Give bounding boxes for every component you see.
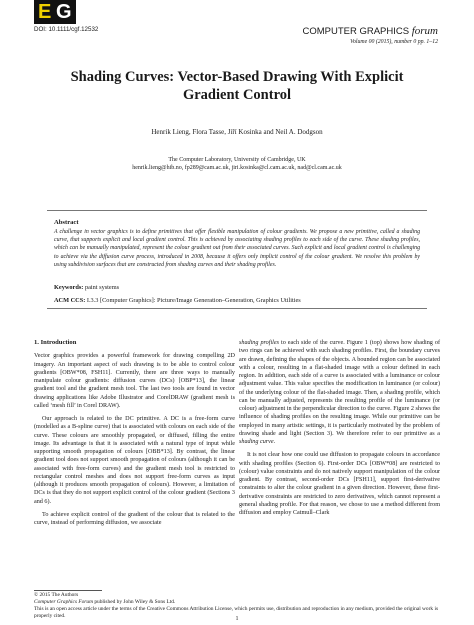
publisher-text: published by John Wiley & Sons Ltd. [93, 599, 176, 605]
logo-letter-left: E [38, 1, 52, 23]
license-text: This is an open access article under the terms of the Creative Commons Attribution License, which permits use, distribution and reproduction in any medium, provided the original work is properly cited. [34, 606, 439, 619]
journal-title: COMPUTER GRAPHICS [302, 26, 410, 37]
journal-title-suffix: forum [411, 25, 438, 37]
abstract-top-rule [47, 210, 427, 211]
footer-rule [34, 590, 102, 591]
abstract-heading: Abstract [54, 219, 79, 226]
left-column [34, 339, 235, 532]
emphasis-term: shading profiles [239, 340, 279, 346]
publisher-line [34, 599, 444, 606]
logo-letter-right: G [56, 1, 72, 23]
title-line-1: Shading Curves: Vector-Based Drawing With Explicit [70, 69, 404, 85]
paragraph: To achieve explicit control of the gradient of the colour that is related to the curve, instead of performing diffusion, we associate [34, 511, 235, 526]
journal-name [302, 25, 438, 37]
acm-label: ACM CCS: [54, 297, 86, 304]
page-number: 1 [235, 616, 239, 622]
paragraph: Vector graphics provides a powerful framework for drawing compelling 2D imagery. An important aspect of such drawing is to be able to control colour gradients [OBW*08, FSH11]. Currently, there are three ways to manually manipulate colour gradients: diffusion curves (DCs) [OBP*13], the linear gradient tool and the gradient mesh tool. The last two tools are found in vector drawing applications like Adobe Illustrator and CorelDRAW (gradient mesh is called ‘mesh fill’ in Corel DRAW). [34, 353, 235, 409]
acm-value: I.3.3 [Computer Graphics]: Picture/Image Generation–Generation, Graphics Utilities [86, 297, 301, 304]
author-list: Henrik Lieng, Flora Tasse, Jiří Kosinka and Neil A. Dodgson [151, 128, 323, 136]
title-line-2: Gradient Control [182, 87, 292, 103]
keywords-value: paint systems [84, 284, 120, 291]
paragraph-text-end: . [273, 439, 276, 445]
right-column [239, 339, 440, 522]
doi-text: DOI: 10.1111/cgf.12532 [34, 26, 99, 33]
keywords-line [54, 284, 119, 291]
abstract-text: A challenge in vector graphics is to define primitives that offer flexible manipulation of colour gradients. We propose a new primitive, called a shading curve, that supports explicit and local gradient control. This is achieved by associating shading profiles to each side of the curve. These shading profiles, which can be manually manipulated, represent the colour gradient out from their associated curves. Such explicit and local gradient control is challenging to achieve via the diffusion curve process, introduced in 2008, because it offers only implicit control of the colour gradient. We resolve this problem by using subdivision surfaces that are constructed from shading curves and their shading profiles. [54, 229, 420, 268]
emphasis-term: shading curve [239, 439, 274, 445]
keywords-label: Keywords: [54, 284, 84, 291]
journal-logo [34, 0, 76, 24]
acm-ccs-line [54, 297, 301, 304]
paragraph: It is not clear how one could use diffusion to propagate colours in accordance with shading profiles (Section 6). First-order DCs [OBW*08] are restricted to (colour) value constraints and do not natively support manipulation of the colour gradient. By contrast, second-order DCs [FSH11], support first-derivative constraints to alter the colour gradient in a given direction. However, these first-derivative constraints are restricted to zero derivatives, which cannot represent a general shading profile. For that reason, we chose to use a method different from diffusion and employ Catmull–Clark [239, 452, 440, 516]
paragraph-text: to each side of the curve. Figure 1 (top) shows how shading of two rings can be achieved with such shading profiles. First, the boundary curves are drawn, defining the shapes of the objects. A bounded region can be associated with a colour, resulting in a flat-shaded image with a colour defined in each region. In addition, each side of a curve is associated with a luminance or colour adjustment value. This value specifies the modification in luminance (or colour) of the underlying colour of the flat-shaded image. Then, a shading profile, which can be manually adjusted, represents the resulting profile of the luminance (or colour) adjustment in the perpendicular direction to the curve. Figure 2 shows the influence of shading profiles on the resulting image. While our primitive can be employed in many artistic settings, it is particularly motivated by the problem of drawing shade and light (Section 3). We therefore refer to our primitive as a [239, 340, 440, 437]
section-heading-introduction: 1. Introduction [34, 339, 77, 346]
affiliation [0, 156, 474, 172]
affiliation-emails: henrik.lieng@hib.no, fp289@cam.ac.uk, jiri.kosinka@cl.cam.ac.uk, nad@cl.cam.ac.uk [132, 165, 342, 171]
publisher-journal: Computer Graphics Forum [34, 599, 93, 605]
volume-info: Volume 00 (2015), number 0 pp. 1–12 [350, 39, 438, 45]
copyright-line: © 2015 The Authors [34, 592, 79, 598]
abstract-bottom-rule [47, 308, 427, 309]
paragraph [239, 339, 440, 446]
paragraph: Our approach is related to the DC primitive. A DC is a free-form curve (modelled as a B-spline curve) that is associated with colours on each side of the curve. These colours are smoothly propagated, or diffused, filling the entire image. Its advantage is that it is associated with a natural type of input while supporting smooth propagation of colours [OBB*13]. By contrast, the linear gradient tool does not support smooth propagation of colours (although it can be associated with free-form curves) and the gradient mesh tool is restricted to rectangular control meshes and does not support free-form curves as input (although it produces smooth propagation of colours). However, a limitation of DCs is that they do not support explicit control of the colour gradient (Sections 3 and 6). [34, 416, 235, 505]
paper-title [0, 68, 474, 104]
affiliation-institution: The Computer Laboratory, University of Cambridge, UK [168, 157, 306, 163]
